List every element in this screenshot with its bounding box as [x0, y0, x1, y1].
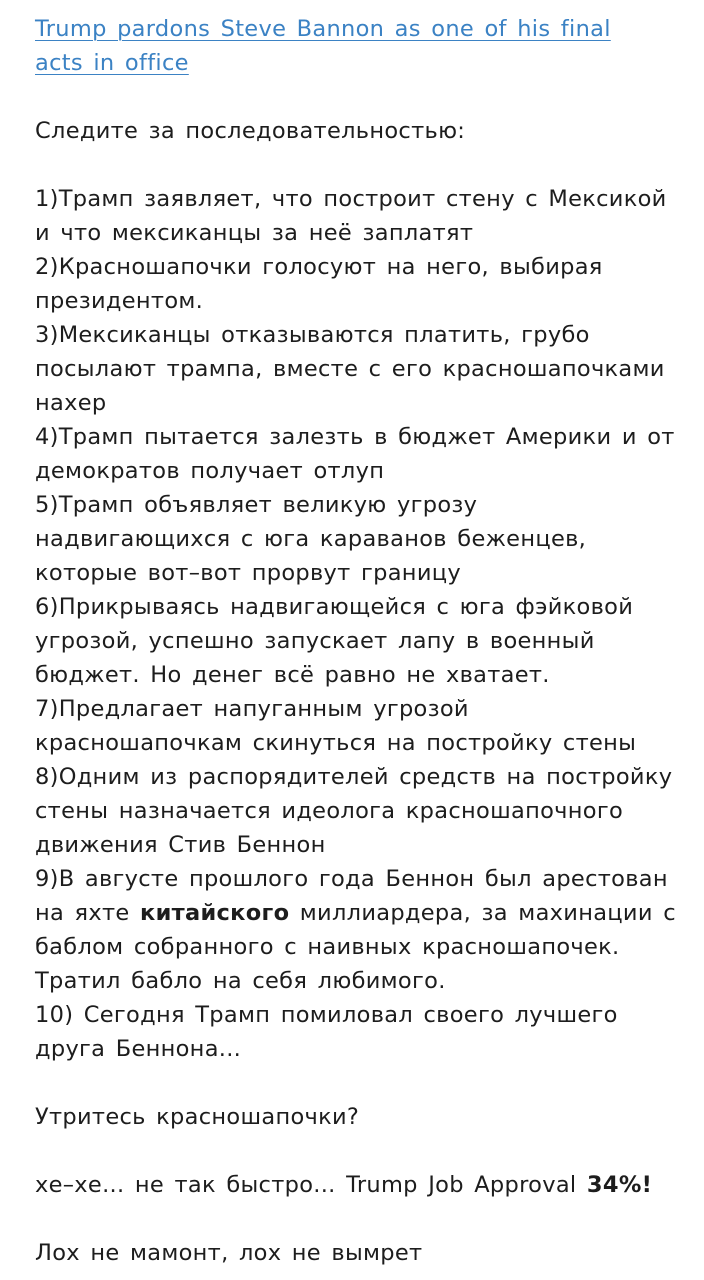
- list-item: 3)Мексиканцы отказываются платить, грубо посылают трампа, вместе с его красношапочками нахер: [35, 322, 665, 416]
- list-item: 6)Прикрываясь надвигающейся с юга фэйковой угрозой, успешно запускает лапу в военный бюджет. Но денег всё равно не хватает.: [35, 594, 634, 688]
- list-item: 8)Одним из распорядителей средств на постройку стены назначается идеолога красношапочного движения Стив Беннон: [35, 764, 673, 858]
- list-item: 7)Предлагает напуганным угрозой красношапочкам скинуться на постройку стены: [35, 696, 637, 756]
- list-item-9-text-end: миллиардера, за махинации с баблом собранного с наивных красношапочек. Тратил бабло на себя любимого.: [35, 900, 676, 994]
- approval-value: 34%!: [586, 1172, 653, 1198]
- approval-text: хе–хе... не так быстро... Trump Job Approval: [35, 1172, 587, 1198]
- spacer: [35, 148, 683, 182]
- list-item-10: 10) Сегодня Трамп помиловал своего лучшего друга Беннона...: [35, 1002, 618, 1062]
- message-body: [35, 12, 683, 1270]
- spacer: [35, 1134, 683, 1168]
- list-item: 1)Трамп заявляет, что построит стену с Мексикой и что мексиканцы за неё заплатят: [35, 186, 667, 246]
- article-link[interactable]: Trump pardons Steve Bannon as one of his final acts in office: [35, 16, 611, 76]
- list-item-9: [35, 862, 683, 998]
- spacer: [35, 80, 683, 114]
- spacer: [35, 1066, 683, 1100]
- intro-text: Следите за последовательностью:: [35, 118, 466, 144]
- list-item: 5)Трамп объявляет великую угрозу надвигающихся с юга караванов беженцев, которые вот–вот прорвут границу: [35, 492, 587, 586]
- closing-text: Лох не мамонт, лох не вымрет: [35, 1240, 423, 1266]
- approval-line: [35, 1168, 683, 1202]
- spacer: [35, 1202, 683, 1236]
- question-text: Утритесь красношапочки?: [35, 1104, 360, 1130]
- list-item: 2)Красношапочки голосуют на него, выбирая президентом.: [35, 254, 603, 314]
- list-item: 4)Трамп пытается залезть в бюджет Америки и от демократов получает отлуп: [35, 424, 675, 484]
- list-item-9-text-start: 9)В августе прошлого года Беннон был арестован на яхте: [35, 866, 668, 926]
- list-item-9-bold: китайского: [140, 900, 290, 926]
